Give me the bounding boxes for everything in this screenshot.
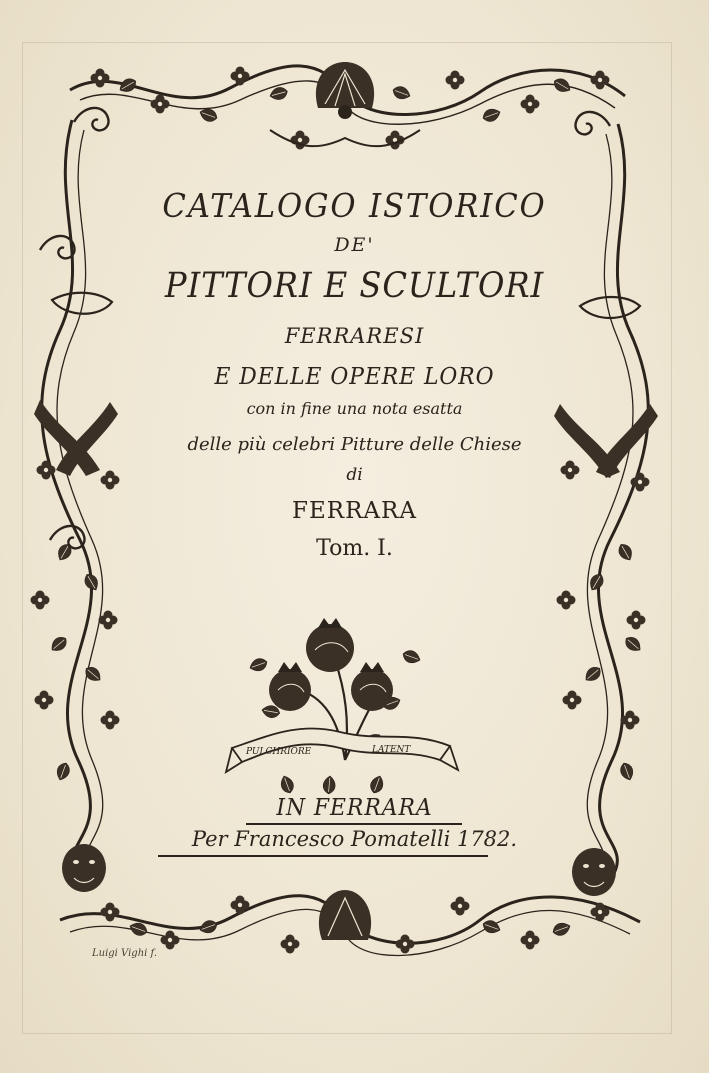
volume-label: Tom. I. xyxy=(316,536,393,561)
imprint-place: IN FERRARA xyxy=(276,795,433,821)
imprint-rule-1 xyxy=(246,823,462,825)
title-line-4: FERRARESI xyxy=(284,324,425,348)
top-border xyxy=(70,62,625,150)
title-line-9: FERRARA xyxy=(292,498,417,524)
title-line-5: E DELLE OPERE LORO xyxy=(214,364,495,390)
top-center-shell-ornament xyxy=(316,62,374,119)
title-line-2: DE' xyxy=(334,234,375,256)
motto-left-text: PULCHRIORE xyxy=(246,747,312,757)
pomegranate-emblem xyxy=(226,618,458,795)
bottom-center-shell-ornament xyxy=(319,890,371,940)
title-line-1: CATALOGO ISTORICO xyxy=(162,186,547,225)
engraver-signature: Luigi Vighi f. xyxy=(92,948,158,959)
title-line-8: di xyxy=(346,465,363,485)
motto-right-text: LATENT xyxy=(372,745,411,755)
imprint-rule-2 xyxy=(158,855,488,857)
bottom-border xyxy=(60,890,640,956)
title-line-6: con in fine una nota esatta xyxy=(246,399,463,418)
imprint-printer-year: Per Francesco Pomatelli 1782. xyxy=(191,827,518,851)
title-line-7: delle più celebri Pitture delle Chiese xyxy=(187,434,522,455)
right-mask-ornament xyxy=(572,848,616,896)
title-line-3: PITTORI E SCULTORI xyxy=(164,266,545,306)
left-mask-ornament xyxy=(62,844,106,892)
